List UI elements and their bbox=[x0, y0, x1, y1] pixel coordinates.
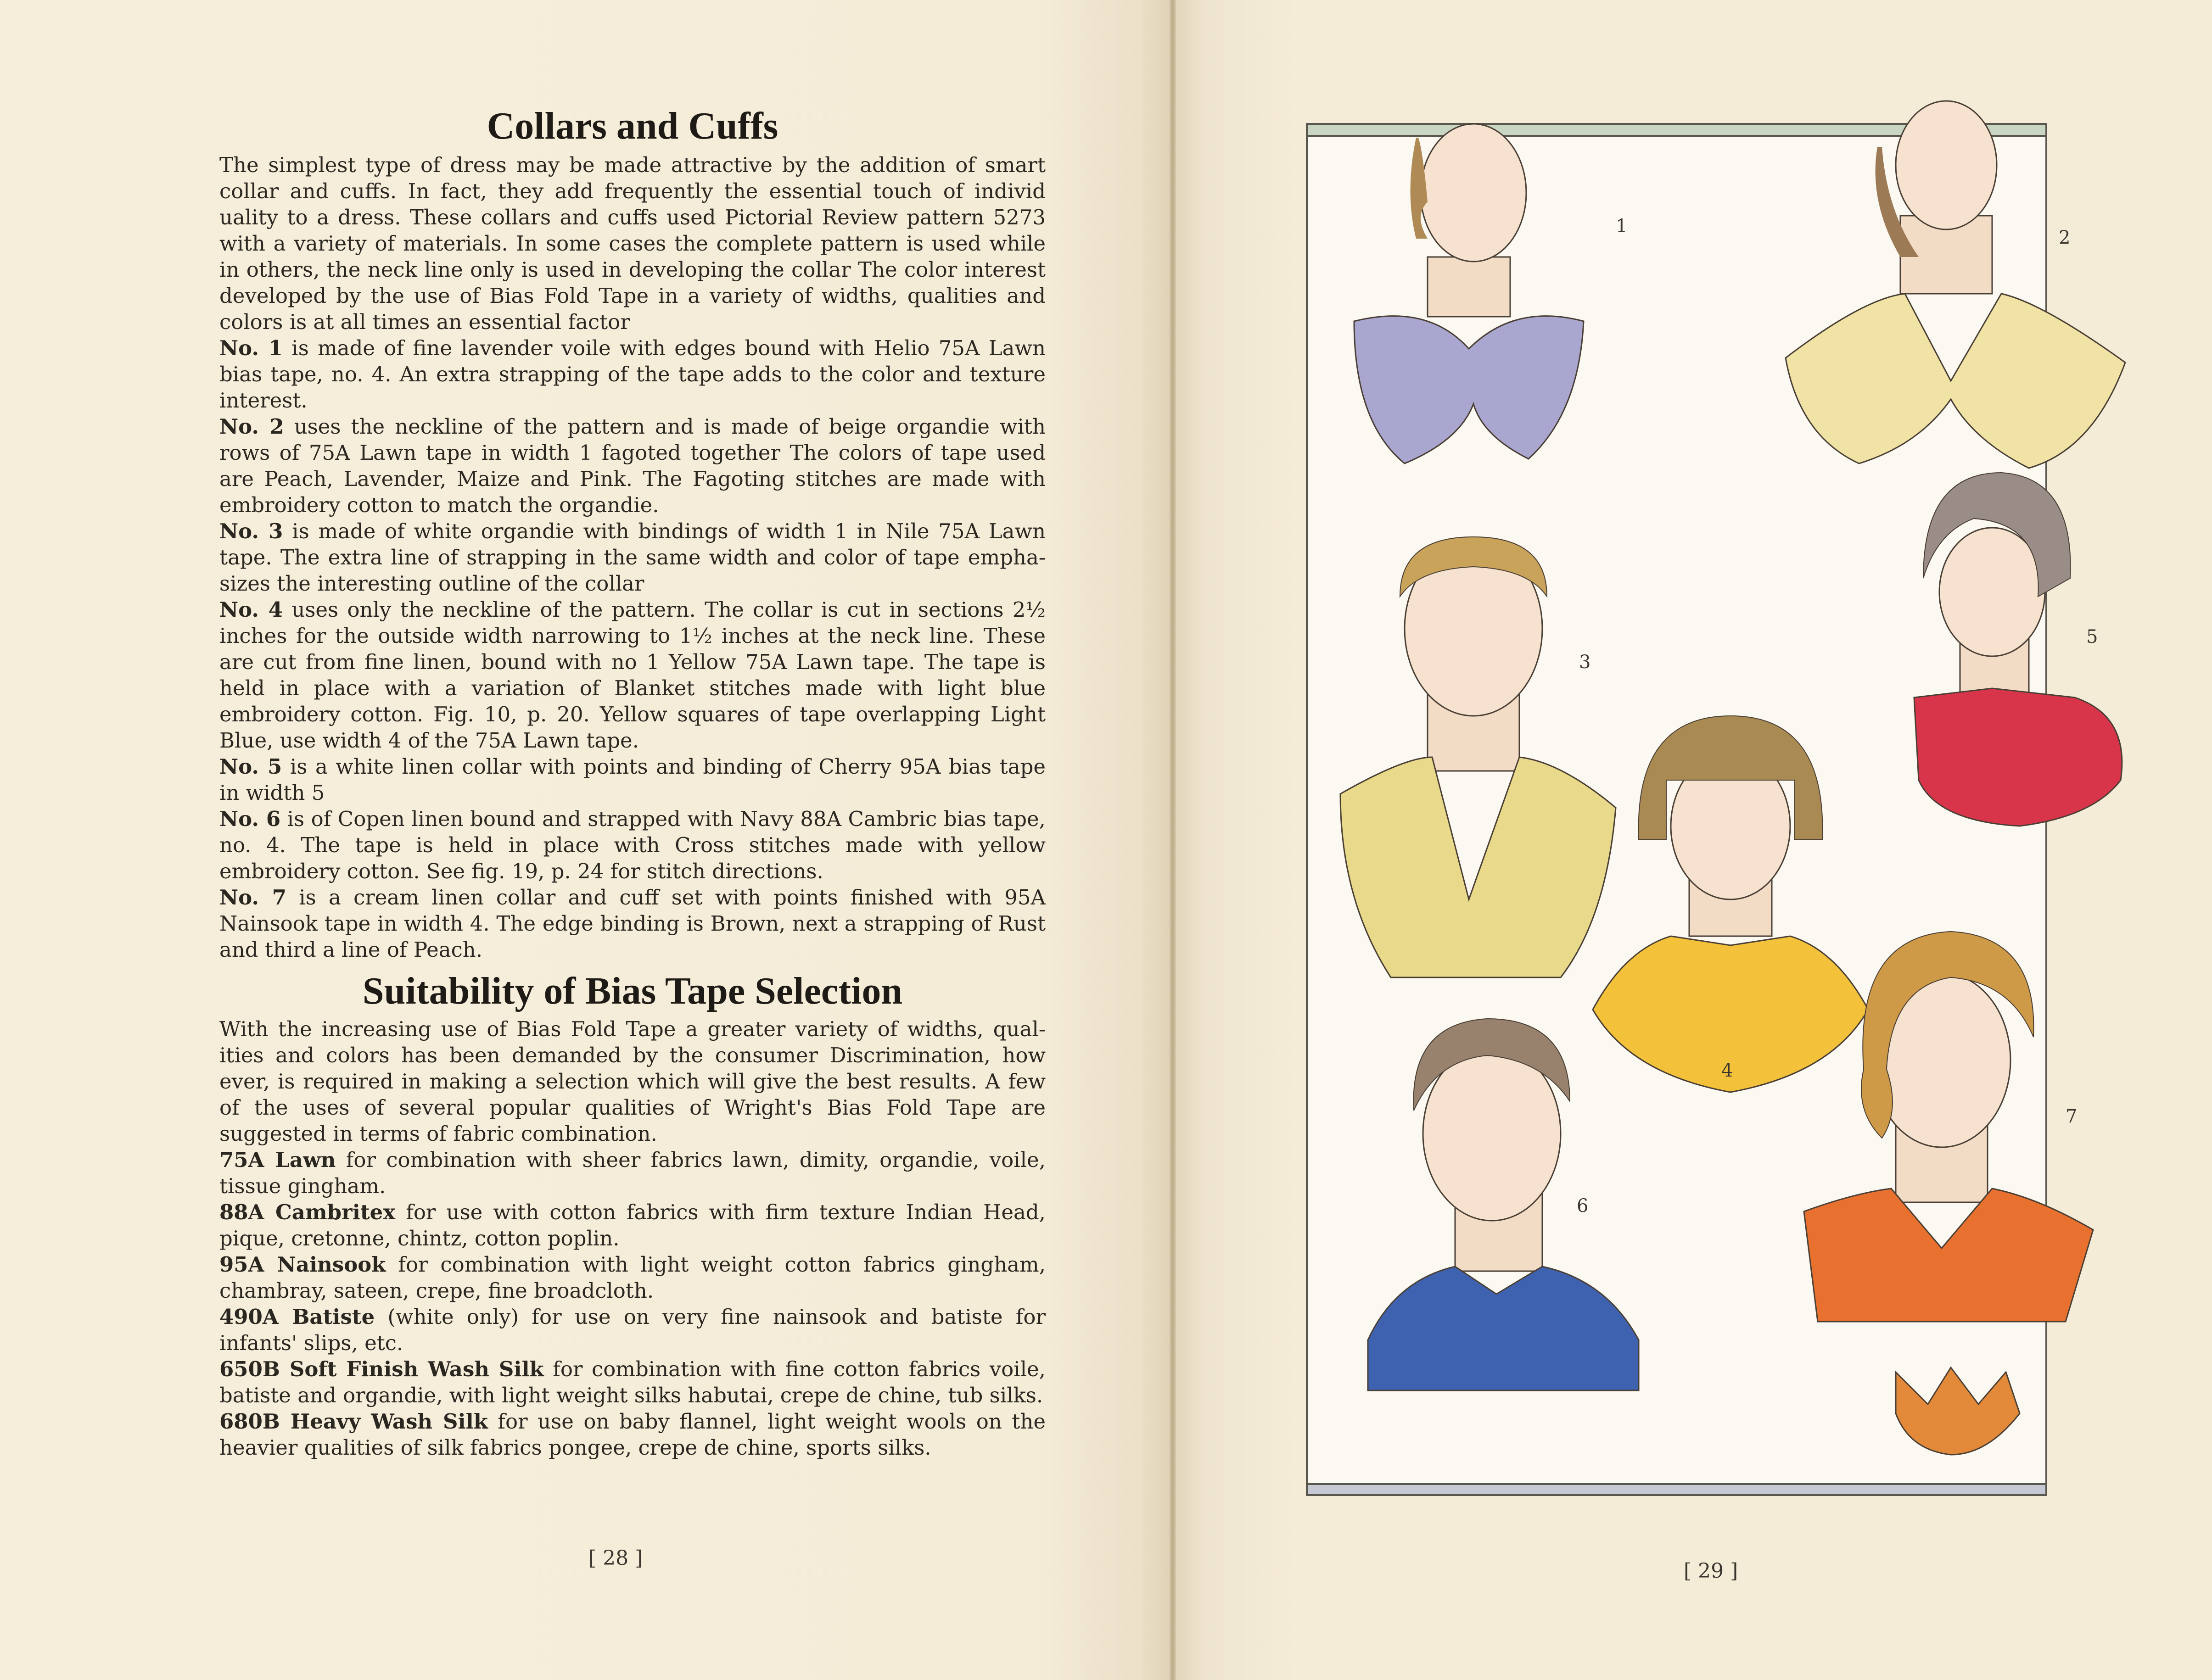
figure-4-illustration bbox=[1593, 716, 1868, 1092]
tape-text: for combination with light weight cotton fabrics gingham, chambray, sateen, crepe, fine broadcloth. bbox=[219, 1252, 1046, 1303]
item-text: is made of fine lavender voile with edges bound with Helio 75A Lawn bias tape, no. 4. An extra strapping of the tape adds to the color and texture interest. bbox=[219, 336, 1046, 413]
item-text: uses the neckline of the pattern and is made of beige organdie with rows of 75A Lawn tape in width 1 fagoted together The colors of tape used are Peach, Lavender, Maize and Pink. The Fagoting stitches are made with embroidery cotton to match the organdie. bbox=[219, 414, 1046, 517]
item-label: No. 5 bbox=[219, 754, 282, 779]
item-label: No. 4 bbox=[219, 597, 283, 622]
figure-2-collar bbox=[1786, 294, 2125, 468]
tape-text: for use with cotton fabrics with firm texture Indian Head, pique, cretonne, chintz, cotton poplin. bbox=[219, 1200, 1046, 1250]
figure-number-6: 6 bbox=[1577, 1195, 1589, 1217]
tape-label: 75A Lawn bbox=[219, 1148, 336, 1172]
item-label: No. 6 bbox=[219, 807, 281, 831]
figure-1-hair bbox=[1411, 138, 1428, 239]
figure-number-5: 5 bbox=[2086, 626, 2098, 647]
tape-label: 680B Heavy Wash Silk bbox=[219, 1409, 488, 1434]
figure-1-illustration bbox=[1354, 124, 1584, 463]
page-number-right: [ 29 ] bbox=[1684, 1559, 1738, 1583]
intro-paragraph: The simplest type of dress may be made attractive by the addition of smart collar and cuffs. In fact, they add frequently the essential touch of individ uality to a dress. These collars and cuffs used Pictorial Review pattern 5273 with a variety of materials. In some cases the complete pattern is used while in others, the neck line only is used in developing the collar The color interest developed by the use of Bias Fold Tape in a variety of widths, qualities and colors is at all times an essential factor bbox=[219, 153, 1046, 334]
item-text: is a white linen collar with points and binding of Cherry 95A bias tape in width 5 bbox=[219, 754, 1046, 805]
figure-number-7: 7 bbox=[2066, 1106, 2078, 1127]
figure-3-illustration bbox=[1340, 537, 1616, 977]
tape-text: (white only) for use on very fine nainsook and batiste for infants' slips, etc. bbox=[219, 1305, 1046, 1355]
figure-6-collar bbox=[1368, 1267, 1639, 1390]
figure-number-3: 3 bbox=[1579, 652, 1591, 673]
figure-1-collar bbox=[1354, 316, 1584, 463]
section-title-collars-and-cuffs: Collars and Cuffs bbox=[487, 105, 778, 147]
figure-6-illustration bbox=[1368, 1019, 1639, 1390]
figure-number-1: 1 bbox=[1616, 216, 1628, 237]
figure-2-illustration bbox=[1786, 101, 2125, 468]
item-label: No. 7 bbox=[219, 885, 286, 910]
figure-2-face bbox=[1896, 101, 1997, 229]
tape-label: 95A Nainsook bbox=[219, 1252, 386, 1277]
figure-7-collar bbox=[1804, 1189, 2093, 1322]
tape-text: for combination with sheer fabrics lawn, dimity, organdie, voile, tissue gingham. bbox=[219, 1148, 1046, 1198]
suitability-intro: With the increasing use of Bias Fold Tape a greater variety of widths, qual- ities and colors has been demanded by the consumer Discrimination, how ever, is required in making a selection which will give the best results. A few of the uses of several popular qualities of Wright's Bias Fold Tape are suggested in terms of fabric combination. bbox=[219, 1017, 1046, 1146]
tape-label: 88A Cambritex bbox=[219, 1200, 396, 1224]
tape-label: 490A Batiste bbox=[219, 1305, 375, 1329]
item-label: No. 3 bbox=[219, 519, 283, 543]
figure-5-collar bbox=[1914, 688, 2122, 826]
figure-number-4: 4 bbox=[1721, 1060, 1733, 1081]
item-text: is of Copen linen bound and strapped with Navy 88A Cambric bias tape, no. 4. The tape is held in place with Cross stitches made with yellow embroidery cotton. See fig. 19, p. 24 for stitch directions. bbox=[219, 807, 1046, 883]
figure-1-neck bbox=[1428, 257, 1510, 317]
section-title-suitability: Suitability of Bias Tape Selection bbox=[362, 970, 903, 1012]
tape-label: 650B Soft Finish Wash Silk bbox=[219, 1357, 544, 1381]
figure-number-2: 2 bbox=[2059, 227, 2071, 248]
item-label: No. 2 bbox=[219, 414, 284, 439]
item-text: uses only the neckline of the pattern. The collar is cut in sections 2½ inches for the outside width narrowing to 1½ inches at the neck line. These are cut from fine linen, bound with no 1 Yellow 75A Lawn tape. The tape is held in place with a variation of Blanket stitches made with light blue embroidery cotton. Fig. 10, p. 20. Yellow squares of tape overlapping Light Blue, use width 4 of the 75A Lawn tape. bbox=[219, 597, 1046, 753]
figure-1-face bbox=[1421, 124, 1526, 262]
page-number-left: [ 28 ] bbox=[588, 1546, 643, 1570]
figure-3-collar bbox=[1340, 757, 1616, 977]
figure-5-illustration bbox=[1914, 473, 2122, 826]
tape-text: for use on baby flannel, light weight wools on the heavier qualities of silk fabrics pongee, crepe de chine, sports silks. bbox=[219, 1409, 1046, 1460]
tape-text: for combination with fine cotton fabrics voile, batiste and organdie, with light weight silks habutai, crepe de chine, tub silks. bbox=[219, 1357, 1046, 1407]
item-label: No. 1 bbox=[219, 336, 283, 360]
item-text: is a cream linen collar and cuff set with points finished with 95A Nainsook tape in width 4. The edge binding is Brown, next a strapping of Rust and third a line of Peach. bbox=[219, 885, 1046, 962]
figure-7-cuff bbox=[1896, 1367, 2020, 1455]
item-text: is made of white organdie with bindings of width 1 in Nile 75A Lawn tape. The extra line of strapping in the same width and color of tape empha- sizes the interesting outline of the collar bbox=[219, 519, 1046, 596]
